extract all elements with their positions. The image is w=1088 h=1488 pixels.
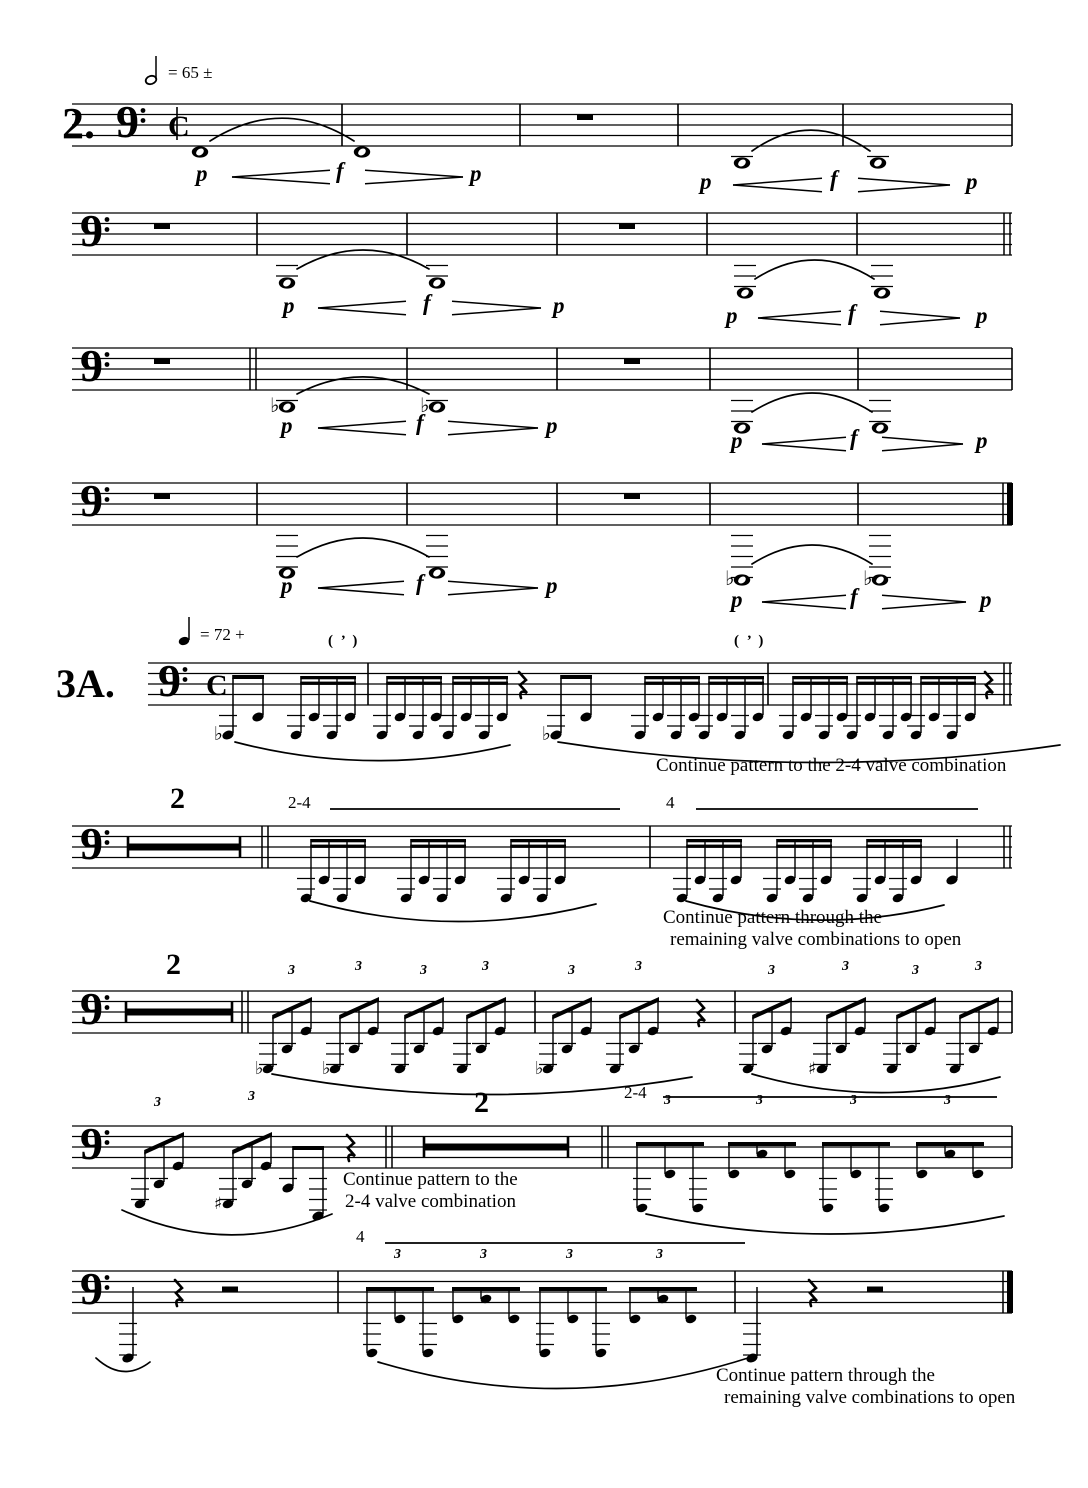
svg-text:♯: ♯ [214,1194,223,1214]
triplet-number: 3 [566,1247,573,1262]
valve-label-24: 2-4 [288,793,311,812]
tempo-marking: = 72 + [200,625,245,644]
triplet-number: 3 [944,1093,951,1108]
triplet-number: 3 [288,963,295,978]
svg-text:9: 9 [80,205,103,256]
dynamic-p: p [976,303,988,328]
dynamic-f: f [830,166,838,191]
exercise-3a-label: 3A. [56,661,115,706]
triplet-number: 3 [482,959,489,974]
triplet-number: 3 [768,963,775,978]
multirest-number: 2 [474,1086,489,1119]
exercise-2-label: 2. [62,99,95,148]
dynamic-p: p [700,169,712,194]
instruction-through-1: Continue pattern through the [716,1365,935,1386]
dynamic-f: f [416,410,424,435]
triplet-number: 3 [394,1247,401,1262]
dynamic-p: p [281,573,293,598]
svg-text:9: 9 [158,655,181,706]
svg-text:♭: ♭ [542,723,551,745]
svg-text:♭: ♭ [863,566,873,590]
valve-label-24: 2-4 [624,1083,647,1102]
dynamic-p: p [283,293,295,318]
instruction-to-24-1: Continue pattern to the [343,1169,518,1190]
triplet-number: 3 [756,1093,763,1108]
breath-mark: ( ’ ) [328,633,360,649]
dynamic-p: p [976,428,988,453]
valve-label-4: 4 [356,1227,365,1246]
triplet-number: 3 [842,959,849,974]
dynamic-p: p [546,413,558,438]
instruction-to-24: Continue pattern to the 2-4 valve combination [656,755,1007,776]
dynamic-f: f [848,300,856,325]
triplet-number: 3 [975,959,982,974]
svg-text:9: 9 [116,96,139,147]
dynamic-p: p [553,293,565,318]
svg-text:♭: ♭ [322,1058,331,1079]
dynamic-p: p [281,413,293,438]
dynamic-f: f [423,290,431,315]
svg-text:C: C [206,669,228,702]
svg-text:♭: ♭ [214,723,223,745]
dynamic-p: p [726,303,738,328]
triplet-number: 3 [568,963,575,978]
valve-label-4: 4 [666,793,675,812]
svg-text:♯: ♯ [808,1059,817,1079]
dynamic-p: p [731,587,743,612]
dynamic-p: p [980,587,992,612]
dynamic-f: f [416,570,424,595]
triplet-number: 3 [420,963,427,978]
triplet-number: 3 [480,1247,487,1262]
instruction-through-2: remaining valve combinations to open [724,1387,1016,1408]
instruction-through-1: Continue pattern through the [663,907,882,928]
svg-text:9: 9 [80,1263,103,1314]
instruction-through-2: remaining valve combinations to open [670,929,962,950]
dynamic-f: f [336,158,344,183]
dynamic-p: p [546,573,558,598]
dynamic-p: p [470,161,482,186]
triplet-number: 3 [248,1089,255,1104]
breath-mark: ( ’ ) [734,633,766,649]
tempo-marking: = 65 ± [168,63,213,82]
triplet-number: 3 [154,1095,161,1110]
triplet-number: 3 [355,959,362,974]
svg-text:9: 9 [80,340,103,391]
svg-text:♭: ♭ [255,1058,264,1079]
svg-text:9: 9 [80,475,103,526]
triplet-number: 3 [912,963,919,978]
dynamic-p: p [196,161,208,186]
svg-text:9: 9 [80,983,103,1034]
dynamic-p: p [731,428,743,453]
dynamic-f: f [850,425,858,450]
svg-text:♭: ♭ [535,1058,544,1079]
dynamic-p: p [966,169,978,194]
multirest-number: 2 [170,782,185,815]
svg-text:♭: ♭ [725,566,735,590]
triplet-number: 3 [656,1247,663,1262]
instruction-to-24-2: 2-4 valve combination [345,1191,516,1212]
multirest-number: 2 [166,948,181,981]
dynamic-f: f [850,584,858,609]
triplet-number: 3 [664,1093,671,1108]
svg-text:9: 9 [80,818,103,869]
triplet-number: 3 [850,1093,857,1108]
svg-text:9: 9 [80,1118,103,1169]
svg-text:♭: ♭ [420,393,430,417]
svg-text:C: C [168,110,190,143]
triplet-number: 3 [635,959,642,974]
svg-text:♭: ♭ [270,393,280,417]
